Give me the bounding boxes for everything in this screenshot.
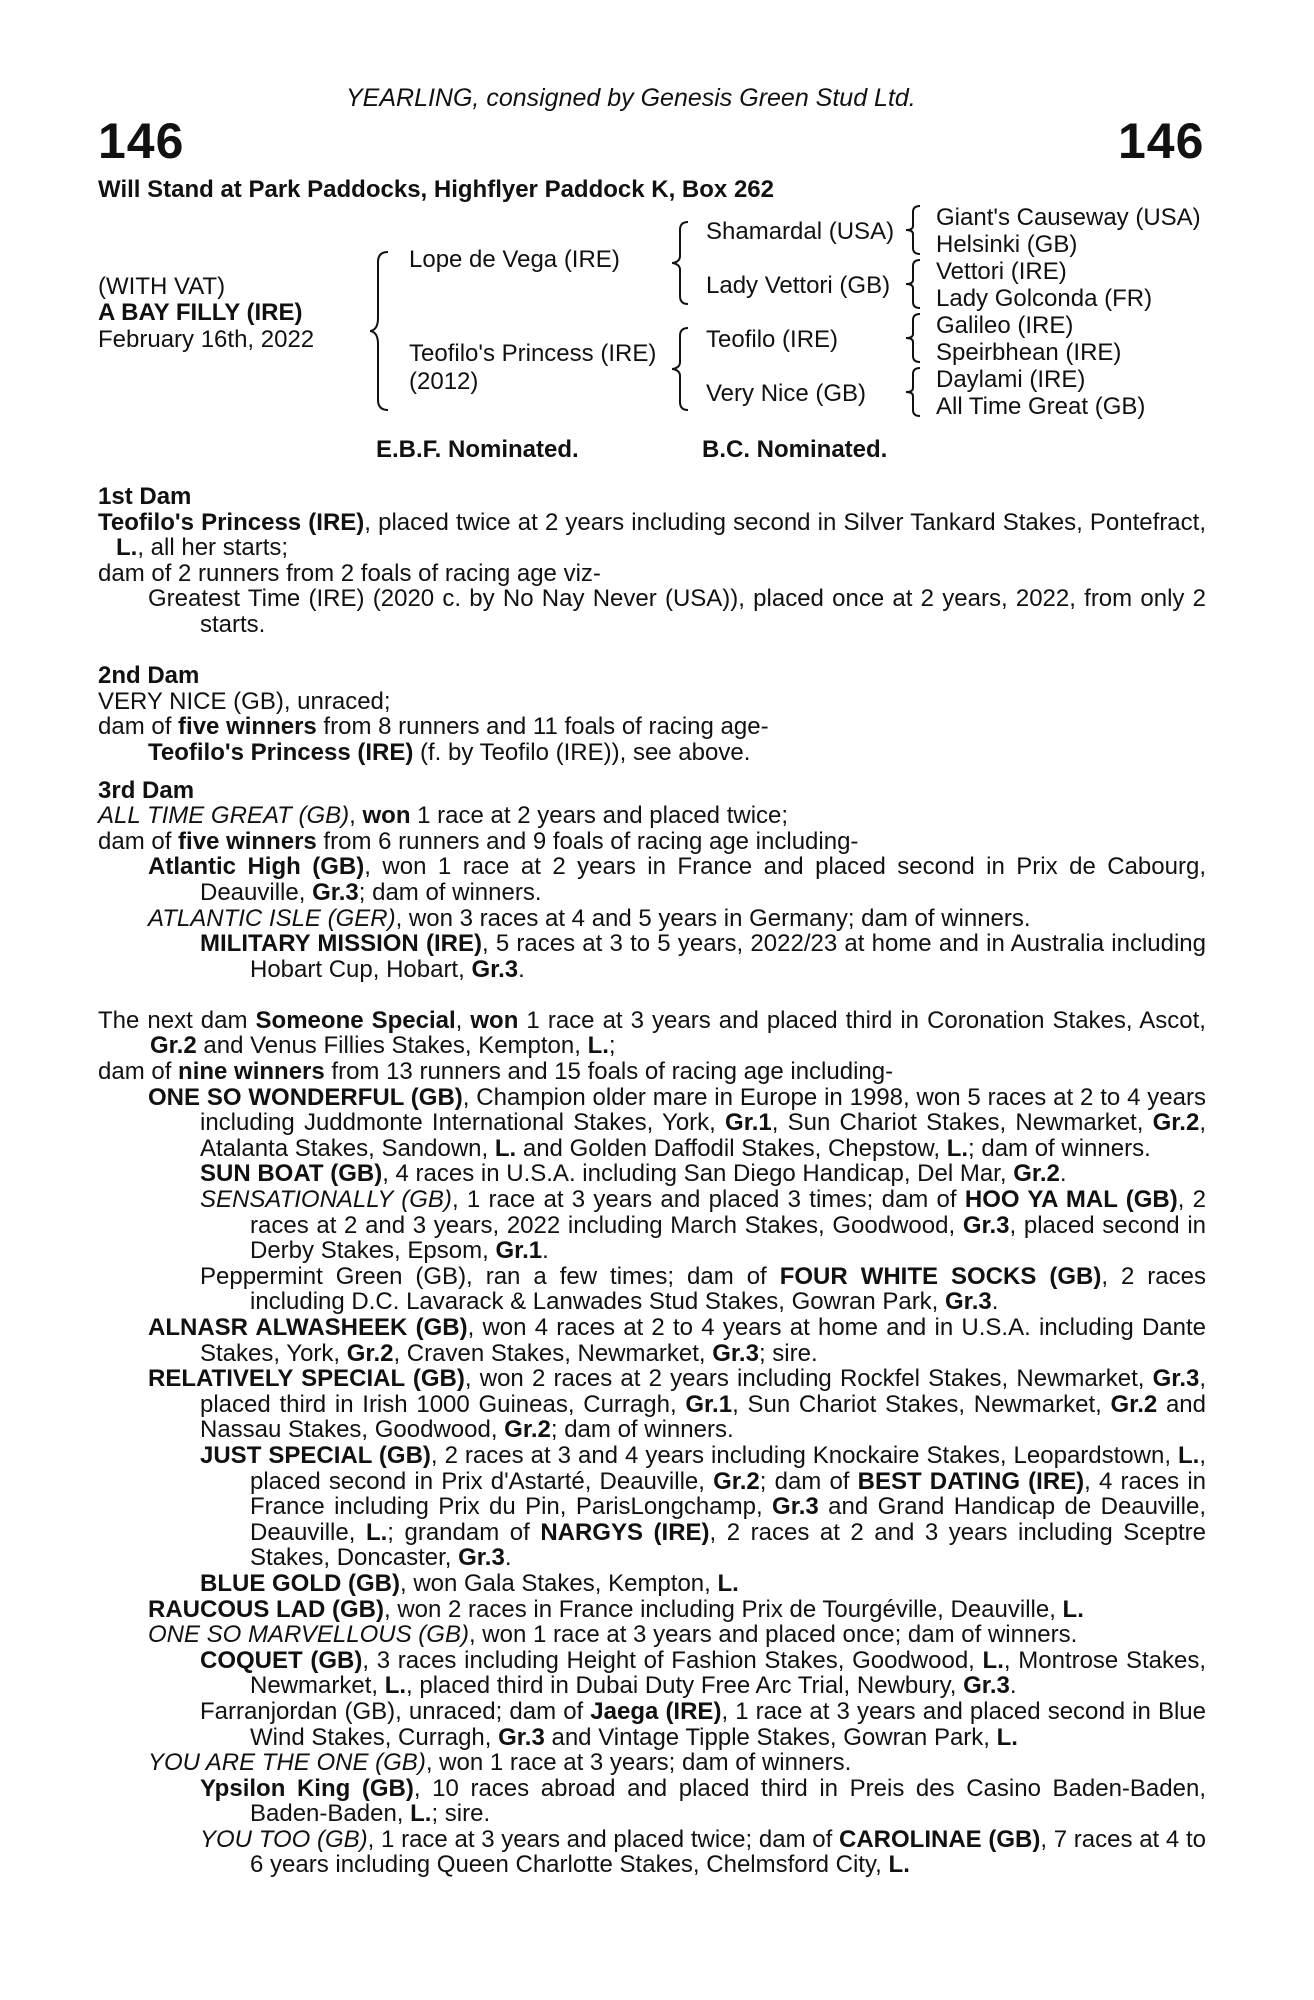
first-dam-name: Teofilo's Princess (IRE) bbox=[98, 508, 365, 536]
brace-g4 bbox=[904, 366, 924, 418]
third-dam-foal-2: ATLANTIC ISLE (GER), won 3 races at 4 and 5 years in Germany; dam of winners. bbox=[148, 904, 1031, 932]
fourth-dam-entry-1: ONE SO WONDERFUL (GB), Champion older mare in Europe in 1998, won 5 races at 2 to 4 years including Juddmonte International Stakes, York, Gr.1, Sun Chariot Stakes, Newmarket, Gr.2, Atalanta Stakes, Sandown, L. and Golden Daffodil Stakes, Chepstow, L.; dam of winners. bbox=[148, 1083, 1206, 1162]
fourth-dam-entry: The next dam Someone Special, won 1 race at 3 years and placed third in Coronation Stakes, Ascot, Gr.2 and Venus Fillies Stakes, Kempton, L.; bbox=[98, 1006, 1206, 1060]
horse-name: A BAY FILLY (IRE) bbox=[98, 299, 303, 326]
location-line: Will Stand at Park Paddocks, Highflyer Paddock K, Box 262 bbox=[98, 176, 774, 203]
foaling-date: February 16th, 2022 bbox=[98, 326, 315, 353]
grandparent-8: All Time Great (GB) bbox=[936, 393, 1146, 420]
grandparent-3: Vettori (IRE) bbox=[936, 258, 1067, 285]
fourth-dam-entry-13: YOU ARE THE ONE (GB), won 1 race at 3 years; dam of winners. bbox=[148, 1749, 852, 1777]
lot-number-right: 146 bbox=[1118, 113, 1205, 169]
vat-note: (WITH VAT) bbox=[98, 273, 226, 300]
fourth-dam-entry-4: Peppermint Green (GB), ran a few times; dam of FOUR WHITE SOCKS (GB), 2 races including D.C. Lavarack & Lanwades Stud Stakes, Gowran Park, Gr.3. bbox=[200, 1262, 1206, 1316]
fourth-dam-entry-3: SENSATIONALLY (GB), 1 race at 3 years and placed 3 times; dam of HOO YA MAL (GB), 2 races at 2 and 3 years, 2022 including March Stakes, Goodwood, Gr.3, placed second in Derby Stakes, Epsom, Gr.1. bbox=[200, 1186, 1207, 1265]
third-dam-foal-1: Atlantic High (GB), won 1 race at 2 years in France and placed second in Prix de Cabourg, Deauville, Gr.3; dam of winners. bbox=[148, 853, 1206, 906]
ebf-nominated: E.B.F. Nominated. bbox=[376, 436, 579, 463]
third-dam-produce: dam of five winners from 6 runners and 9 foals of racing age including- bbox=[98, 827, 859, 855]
sire-sire: Shamardal (USA) bbox=[706, 218, 895, 245]
first-dam-entry: Teofilo's Princess (IRE), placed twice at 2 years including second in Silver Tankard Stakes, Pontefract, L., all her starts; bbox=[98, 508, 1206, 562]
fourth-dam-entry-11: COQUET (GB), 3 races including Height of Fashion Stakes, Goodwood, L., Montrose Stakes, Newmarket, L., placed third in Dubai Duty Free Arc Trial, Newbury, Gr.3. bbox=[200, 1646, 1206, 1700]
fourth-dam-entry-5: ALNASR ALWASHEEK (GB), won 4 races at 2 to 4 years at home and in U.S.A. including Dante Stakes, York, Gr.2, Craven Stakes, Newmarket, Gr.3; sire. bbox=[148, 1314, 1206, 1367]
fourth-dam-entry-12: Farranjordan (GB), unraced; dam of Jaega (IRE), 1 race at 3 years and placed second in Blue Wind Stakes, Curragh, Gr.3 and Vintage Tipple Stakes, Gowran Park, L. bbox=[200, 1697, 1206, 1751]
fourth-dam-entry-7: JUST SPECIAL (GB), 2 races at 3 and 4 years including Knockaire Stakes, Leopardstown, L., placed second in Prix d'Astarté, Deauville, Gr.2; dam of BEST DATING (IRE), 4 races in France including Prix du Pin, ParisLongchamp, Gr.3 and Grand Handicap de Deauville, Deauville, L.; grandam of NARGYS (IRE), 2 races at 2 and 3 years including Sceptre Stakes, Doncaster, Gr.3. bbox=[200, 1441, 1207, 1572]
catalogue-body bbox=[98, 484, 1206, 1878]
third-dam-foal-3: MILITARY MISSION (IRE), 5 races at 3 to 5 years, 2022/23 at home and in Australia including Hobart Cup, Hobart, Gr.3. bbox=[200, 930, 1206, 983]
grandparent-1: Giant's Causeway (USA) bbox=[936, 204, 1201, 231]
fourth-dam-entry-10: ONE SO MARVELLOUS (GB), won 1 race at 3 years and placed once; dam of winners. bbox=[148, 1621, 1078, 1649]
dam-sire: Teofilo (IRE) bbox=[706, 326, 839, 353]
dam-dam: Very Nice (GB) bbox=[706, 380, 867, 407]
lot-number-left: 146 bbox=[98, 113, 185, 169]
second-dam-produce: dam of five winners from 8 runners and 11 foals of racing age- bbox=[98, 713, 769, 741]
brace-sire bbox=[672, 220, 692, 306]
brace-dam bbox=[672, 326, 692, 412]
brace-horse bbox=[370, 250, 394, 412]
second-dam-entry: VERY NICE (GB), unraced; bbox=[98, 687, 391, 715]
grandparent-2: Helsinki (GB) bbox=[936, 231, 1078, 258]
bc-nominated: B.C. Nominated. bbox=[702, 436, 888, 463]
dam-year: (2012) bbox=[409, 368, 479, 395]
brace-g3 bbox=[904, 312, 924, 364]
brace-g1 bbox=[904, 204, 924, 256]
first-dam-produce: dam of 2 runners from 2 foals of racing age viz- bbox=[98, 559, 601, 587]
fourth-dam-entry-6: RELATIVELY SPECIAL (GB), won 2 races at 2 years including Rockfel Stakes, Newmarket, Gr.3, placed third in Irish 1000 Guineas, Curragh, Gr.1, Sun Chariot Stakes, Newmarket, Gr.2 and Nassau Stakes, Goodwood, Gr.2; dam of winners. bbox=[148, 1365, 1207, 1444]
fourth-dam-entry-9: RAUCOUS LAD (GB), won 2 races in France including Prix de Tourgéville, Deauville, L. bbox=[148, 1595, 1084, 1623]
fourth-dam-produce: dam of nine winners from 13 runners and 15 foals of racing age including- bbox=[98, 1058, 894, 1086]
fourth-dam-entry-2: SUN BOAT (GB), 4 races in U.S.A. including San Diego Handicap, Del Mar, Gr.2. bbox=[200, 1160, 1067, 1188]
second-dam-foal: Teofilo's Princess (IRE) (f. by Teofilo (IRE)), see above. bbox=[148, 738, 751, 766]
fourth-dam-entry-8: BLUE GOLD (GB), won Gala Stakes, Kempton, L. bbox=[200, 1569, 739, 1597]
grandparent-4: Lady Golconda (FR) bbox=[936, 285, 1153, 312]
first-dam-foal: Greatest Time (IRE) (2020 c. by No Nay Never (USA)), placed once at 2 years, 2022, from only 2 starts. bbox=[148, 585, 1206, 638]
second-dam-heading: 2nd Dam bbox=[98, 662, 200, 690]
grandparent-5: Galileo (IRE) bbox=[936, 312, 1074, 339]
consignor-line: YEARLING, consigned by Genesis Green Stud Ltd. bbox=[346, 84, 916, 112]
sire-name: Lope de Vega (IRE) bbox=[409, 246, 620, 273]
brace-g2 bbox=[904, 258, 924, 310]
third-dam-entry: ALL TIME GREAT (GB), won 1 race at 2 years and placed twice; bbox=[98, 802, 789, 830]
fourth-dam-entry-15: YOU TOO (GB), 1 race at 3 years and placed twice; dam of CAROLINAE (GB), 7 races at 4 to 6 years including Queen Charlotte Stakes, Chelmsford City, L. bbox=[200, 1825, 1206, 1879]
dam-name: Teofilo's Princess (IRE) bbox=[409, 340, 657, 367]
third-dam-heading: 3rd Dam bbox=[98, 776, 195, 804]
first-dam-heading: 1st Dam bbox=[98, 483, 192, 510]
grandparent-7: Daylami (IRE) bbox=[936, 366, 1086, 393]
grandparent-6: Speirbhean (IRE) bbox=[936, 339, 1122, 366]
fourth-dam-entry-14: Ypsilon King (GB), 10 races abroad and placed third in Preis des Casino Baden-Baden, Baden-Baden, L.; sire. bbox=[200, 1774, 1206, 1828]
sire-dam: Lady Vettori (GB) bbox=[706, 272, 891, 299]
